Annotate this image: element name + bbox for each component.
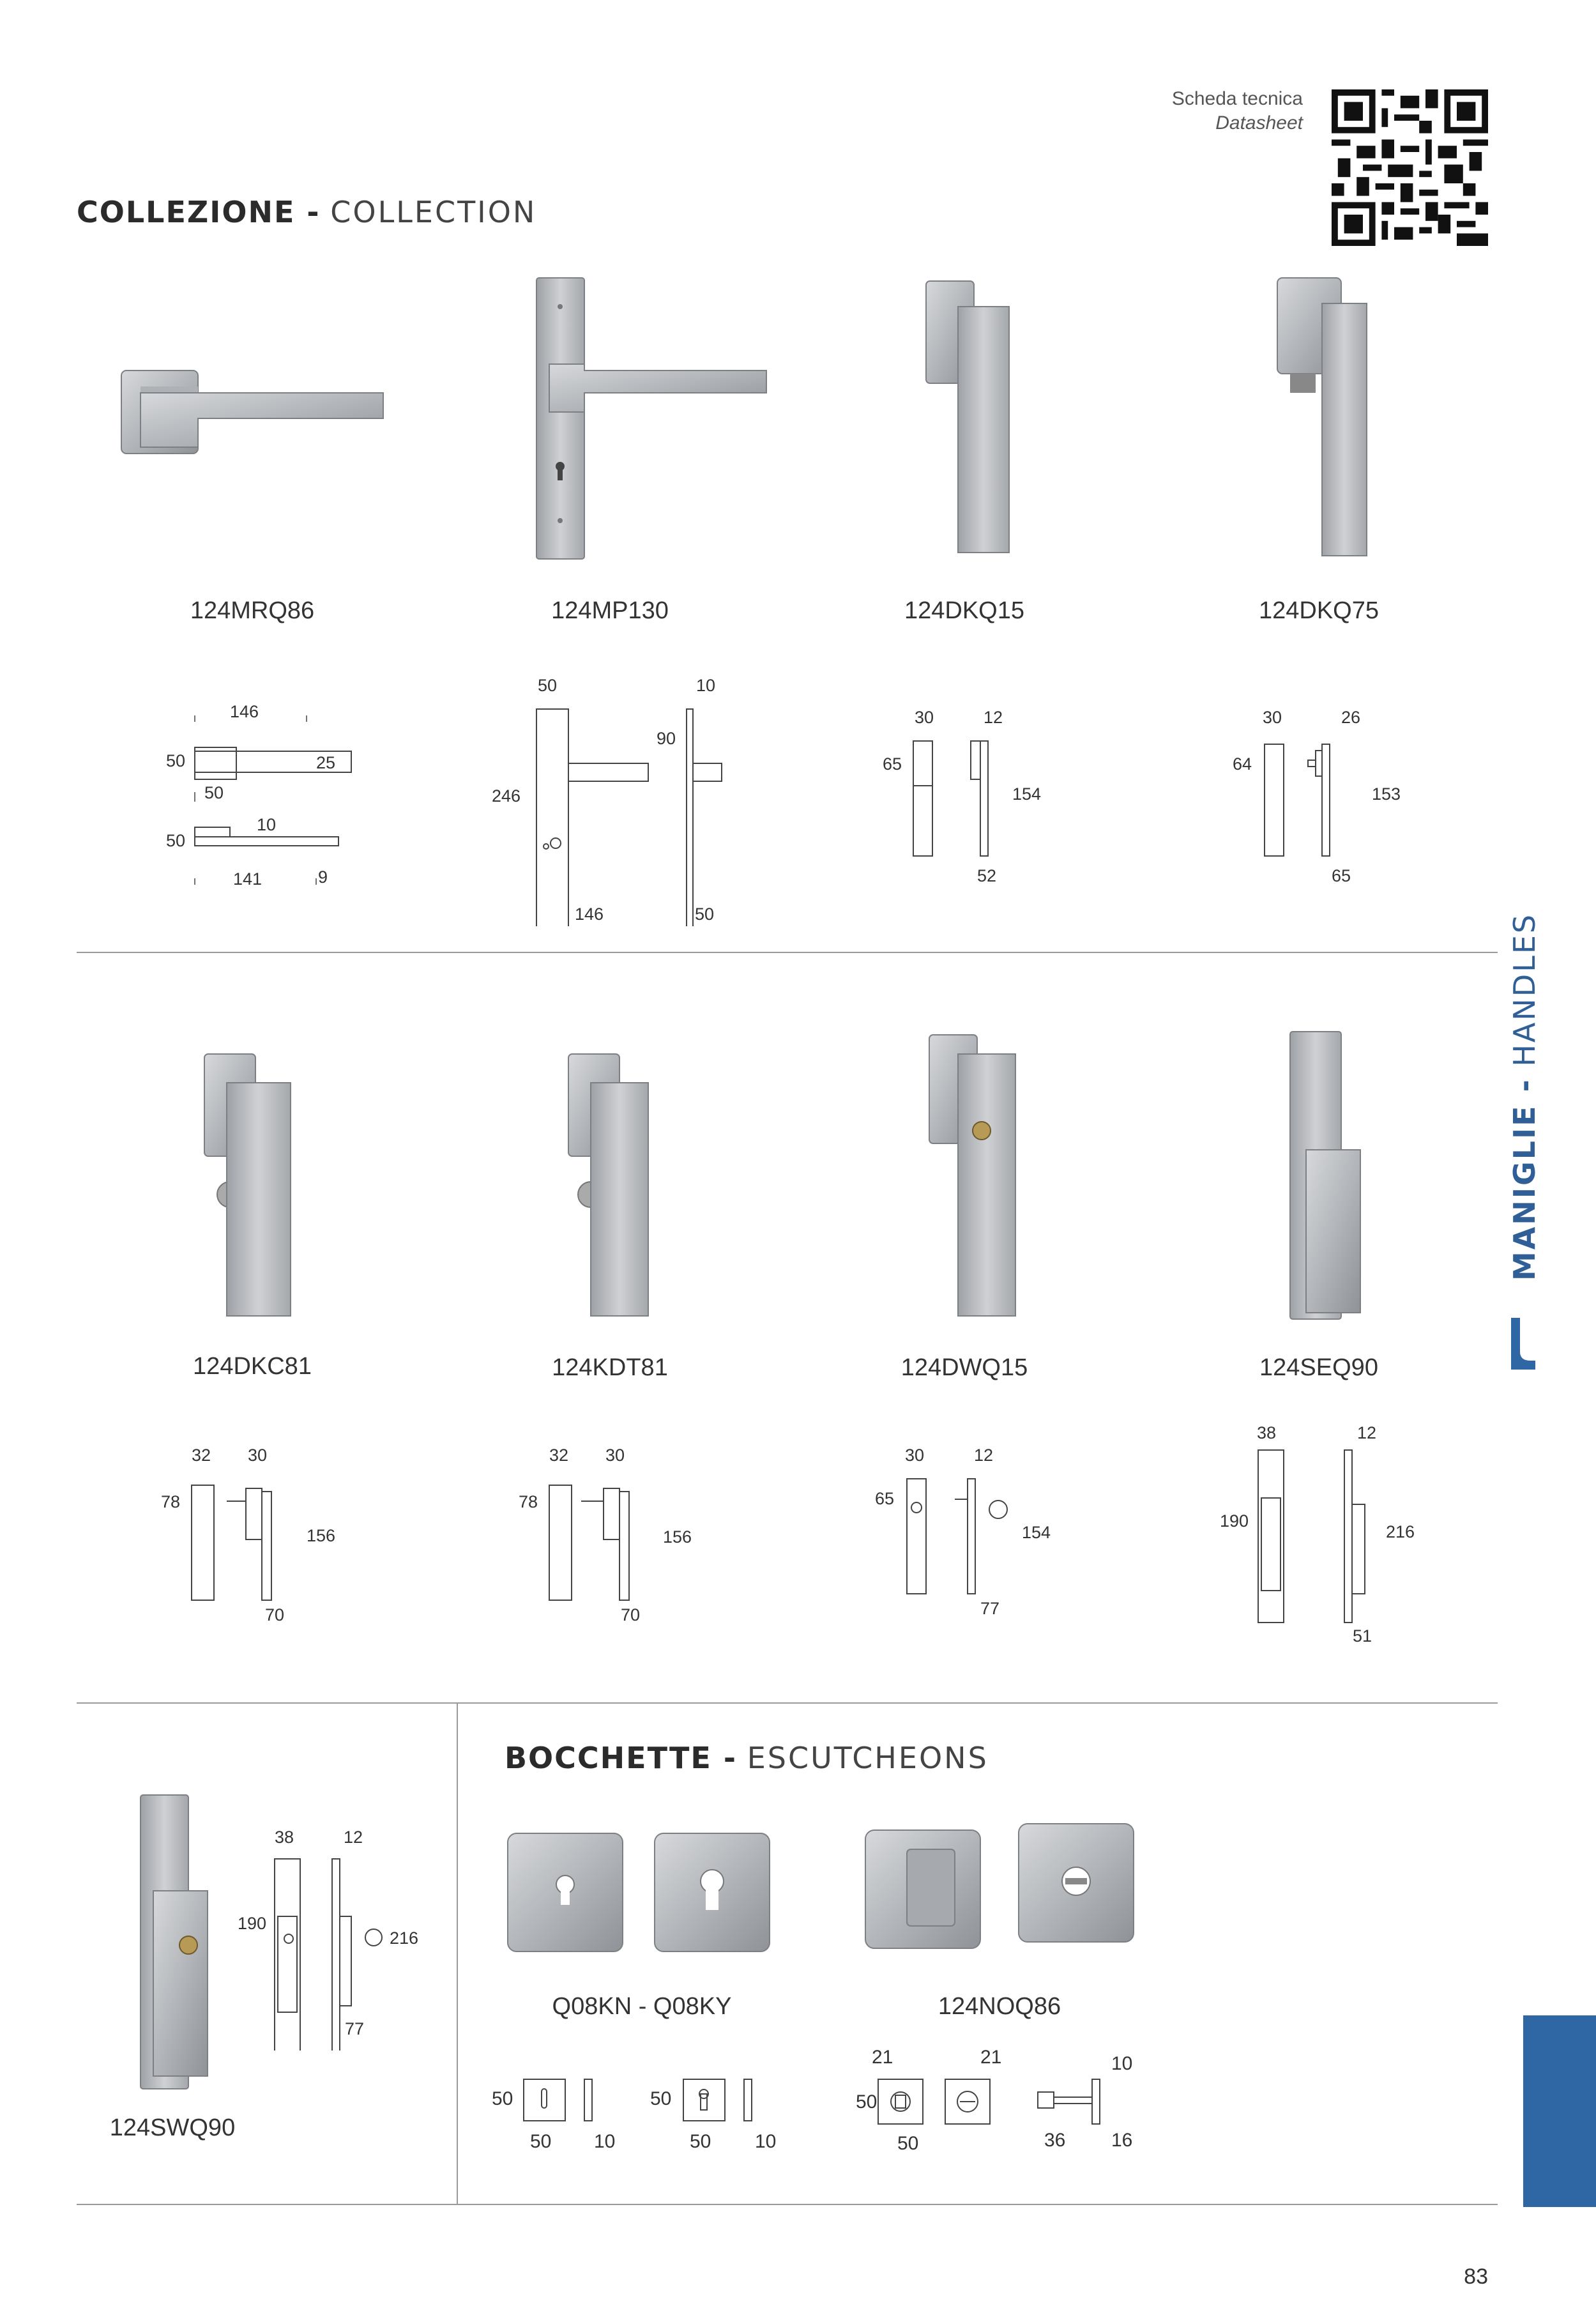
dim-label: 246 (492, 786, 521, 806)
escutcheons-title-bold: BOCCHETTE - (505, 1741, 737, 1775)
product-code-124DKQ75: 124DKQ75 (1258, 597, 1379, 624)
dim-label: 12 (974, 1446, 994, 1465)
dim-label: 21 (872, 2047, 893, 2068)
product-code-124KDT81: 124KDT81 (552, 1354, 668, 1381)
dim-label: 156 (663, 1527, 692, 1547)
dim-label: 64 (1233, 754, 1252, 774)
dim-label: 10 (696, 676, 716, 695)
product-photo-124MP130 (530, 275, 773, 562)
dim-label: 12 (984, 708, 1003, 727)
dim-label: 154 (1022, 1523, 1051, 1542)
dim-label: 70 (265, 1605, 285, 1624)
drawing-124SEQ90 (1213, 1421, 1431, 1651)
product-code-124DKQ15: 124DKQ15 (904, 597, 1024, 624)
product-code-124SWQ90: 124SWQ90 (109, 2114, 236, 2141)
product-photo-124KDT81 (556, 1048, 683, 1322)
dim-label: 77 (980, 1599, 1000, 1618)
dim-label: 30 (248, 1446, 268, 1465)
collection-title (77, 195, 536, 229)
dim-label: 36 (1044, 2130, 1066, 2151)
page-number: 83 (1464, 2265, 1488, 2289)
product-photo-124SEQ90 (1277, 1028, 1379, 1322)
dim-label: 146 (575, 905, 604, 924)
dim-label: 77 (345, 2019, 365, 2038)
datasheet-label (1124, 88, 1303, 134)
dim-label: 25 (316, 753, 336, 772)
dim-label: 65 (1332, 866, 1351, 885)
dim-label: 50 (166, 831, 186, 850)
qr-code-icon[interactable] (1332, 89, 1488, 246)
product-code-124MP130: 124MP130 (551, 597, 669, 624)
section-divider (77, 1702, 1498, 1704)
escutcheon-code-Q08: Q08KN - Q08KY (552, 1993, 732, 2020)
drawing-124SWQ90 (230, 1821, 434, 2051)
dim-label: 190 (238, 1914, 267, 1933)
drawing-124DKQ15 (875, 703, 1067, 907)
dim-label: 26 (1341, 708, 1361, 727)
dim-label: 50 (538, 676, 558, 695)
section-divider (77, 952, 1498, 953)
dim-label: 50 (204, 783, 224, 802)
dim-label: 78 (161, 1492, 181, 1511)
dim-label: 38 (275, 1828, 294, 1847)
dim-label: 50 (530, 2131, 552, 2152)
sidebar-thin: HANDLES (1507, 912, 1542, 1067)
product-code-124DKC81: 124DKC81 (193, 1353, 312, 1380)
product-photo-124DKQ15 (920, 275, 1022, 562)
dim-label: 21 (980, 2047, 1002, 2068)
drawing-124KDT81 (511, 1440, 715, 1632)
datasheet-it: Scheda tecnica (1171, 88, 1303, 109)
dim-label: 10 (594, 2131, 616, 2152)
collection-title-thin: COLLECTION (330, 195, 537, 229)
product-photo-124DWQ15 (920, 1028, 1047, 1322)
section-sidebar-label (1507, 913, 1542, 1281)
drawing-124MRQ86 (153, 690, 383, 901)
dim-label: 32 (192, 1446, 211, 1465)
dim-label: 50 (492, 2088, 513, 2109)
dim-label: 216 (1386, 1522, 1415, 1541)
dim-label: 12 (344, 1828, 363, 1847)
escutcheons-title (505, 1741, 989, 1775)
product-code-124SEQ90: 124SEQ90 (1259, 1354, 1378, 1381)
dim-label: 90 (657, 729, 676, 748)
dim-label: 50 (695, 905, 715, 924)
product-code-124MRQ86: 124MRQ86 (190, 597, 315, 624)
dim-label: 10 (1111, 2053, 1133, 2074)
product-photo-124DKC81 (192, 1048, 319, 1322)
dim-label: 78 (519, 1492, 538, 1511)
escutcheon-photo-Q08KN-Q08KY (505, 1827, 786, 1961)
dim-label: 50 (856, 2091, 878, 2112)
dim-label: 12 (1357, 1423, 1377, 1442)
escutcheons-title-thin: ESCUTCHEONS (747, 1741, 989, 1775)
dim-label: 153 (1372, 784, 1401, 804)
dim-label: 30 (605, 1446, 625, 1465)
dim-label: 70 (621, 1605, 641, 1624)
product-photo-124MRQ86 (115, 358, 396, 466)
dim-label: 154 (1012, 784, 1042, 804)
escutcheon-photo-124NOQ86 (862, 1814, 1143, 1955)
dim-label: 52 (977, 866, 997, 885)
product-photo-124DKQ75 (1271, 271, 1379, 565)
brand-logo-icon (1509, 1315, 1538, 1372)
dim-label: 65 (875, 1489, 895, 1508)
dim-label: 156 (307, 1526, 336, 1545)
drawing-124NOQ86 (849, 2041, 1169, 2169)
dim-label: 30 (905, 1446, 925, 1465)
section-divider (77, 2204, 1498, 2205)
sidebar-bold: MANIGLIE - (1507, 1078, 1542, 1281)
dim-label: 141 (233, 869, 262, 889)
sidebar-accent-bar (1523, 2015, 1596, 2207)
section-vertical-divider (457, 1702, 458, 2204)
dim-label: 50 (650, 2088, 672, 2109)
escutcheon-code-NOQ86: 124NOQ86 (938, 1993, 1061, 2020)
dim-label: 10 (755, 2131, 777, 2152)
dim-label: 50 (166, 751, 186, 770)
collection-title-bold: COLLEZIONE - (77, 195, 321, 229)
dim-label: 50 (690, 2131, 711, 2152)
dim-label: 146 (230, 702, 259, 721)
dim-label: 50 (897, 2133, 919, 2154)
dim-label: 216 (390, 1929, 419, 1948)
dim-label: 30 (915, 708, 934, 727)
dim-label: 30 (1263, 708, 1282, 727)
dim-label: 16 (1111, 2130, 1133, 2151)
dim-label: 10 (257, 815, 277, 834)
product-photo-124SWQ90 (118, 1789, 246, 2095)
drawing-Q08KN-Q08KY (485, 2063, 817, 2165)
dim-label: 190 (1220, 1511, 1249, 1531)
dim-label: 9 (318, 867, 328, 887)
dim-label: 32 (549, 1446, 569, 1465)
drawing-124DWQ15 (869, 1440, 1073, 1632)
dim-label: 51 (1353, 1626, 1372, 1646)
drawing-124MP130 (492, 671, 734, 926)
dim-label: 65 (883, 754, 902, 774)
datasheet-en: Datasheet (1215, 112, 1303, 134)
drawing-124DKQ75 (1226, 703, 1418, 907)
product-code-124DWQ15: 124DWQ15 (901, 1354, 1028, 1381)
dim-label: 38 (1257, 1423, 1277, 1442)
drawing-124DKC81 (153, 1440, 358, 1632)
